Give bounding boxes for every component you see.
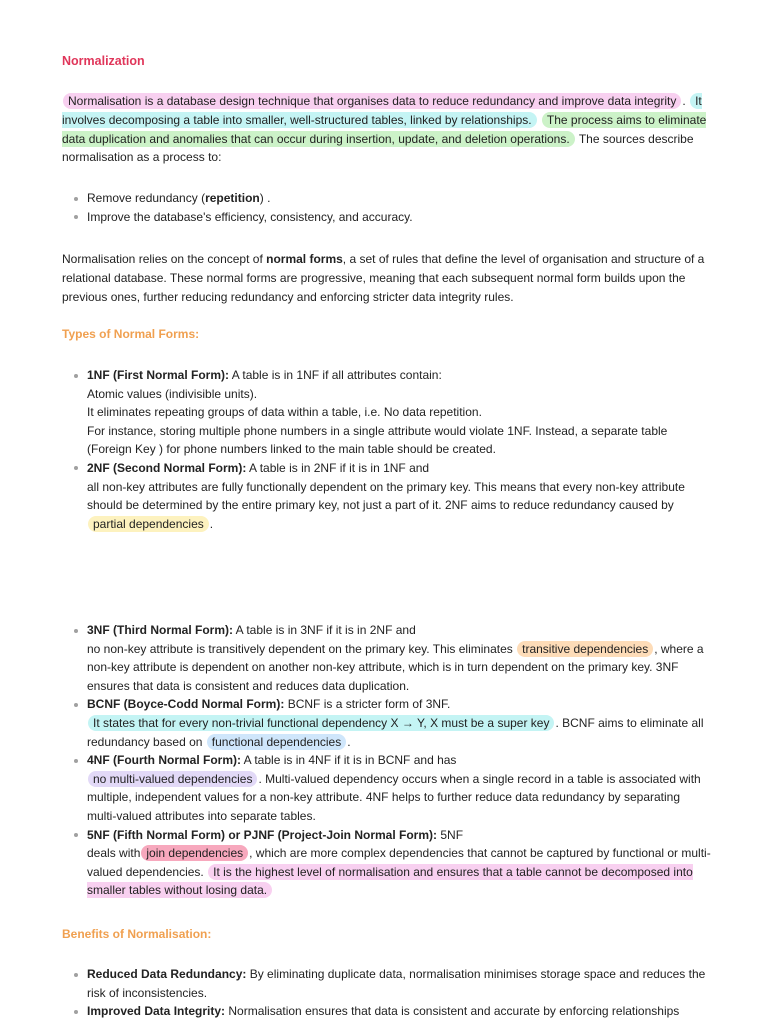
list-item-benefit: Reduced Data Redundancy: By eliminating duplicate data, normalisation minimises storage space and reduces the risk of inconsistencies.	[62, 965, 712, 1002]
highlight-multi-valued: no multi-valued dependencies	[88, 771, 257, 787]
list-item-3nf: 3NF (Third Normal Form): A table is in 3NF if it is in 2NF and no non-key attribute is transitively dependent on the primary key. This eliminates transitive dependencies , where a non-key attribute is dependent on another non-key attribute, which is in turn dependent on the primary key. 3NF ensures that data is consistent and reduces data duplication.	[62, 621, 712, 695]
list-item-4nf: 4NF (Fourth Normal Form): A table is in 4NF if it is in BCNF and has no multi-valued dependencies . Multi-valued dependency occurs when a single record in a table is associated with multiple, independent values for a non-key attribute. 4NF helps to further reduce data redundancy by separating multi-valued attributes into separate tables.	[62, 751, 712, 825]
normal-forms-paragraph: Normalisation relies on the concept of normal forms, a set of rules that define the level of organisation and structure of a relational database. These normal forms are progressive, meaning that each subsequent normal form builds upon the previous ones, further reducing redundancy and enforcing stricter data integrity rules.	[62, 252, 705, 304]
types-heading: Types of Normal Forms:	[62, 327, 200, 341]
intro-sources-text: The sources describe normalisation as a process to:	[62, 131, 694, 165]
list-item: Remove redundancy (repetition) .	[62, 189, 712, 208]
list-item-5nf: 5NF (Fifth Normal Form) or PJNF (Project-Join Normal Form): 5NF deals with join dependencies , which are more complex dependencies that cannot be captured by functional or multi-valued dependencies. It is the highest level of normalisation and ensures that a table cannot be decomposed into smaller tables without losing data.	[62, 826, 712, 900]
benefits-heading: Benefits of Normalisation:	[62, 927, 212, 941]
benefits-list	[62, 965, 712, 1021]
highlight-transitive-dependencies: transitive dependencies	[517, 641, 653, 657]
list-item-1nf: 1NF (First Normal Form): A table is in 1NF if all attributes contain: Atomic values (indivisible units). It eliminates repeating groups of data within a table, i.e. No data repetition. For instance, storing multiple phone numbers in a single attribute would violate 1NF. Instead, a separate table (Foreign Key ) for phone numbers linked to the main table should be created.	[62, 366, 712, 459]
nf-list-1	[62, 366, 712, 533]
intro-period: .	[682, 94, 686, 108]
nf-list-2	[62, 621, 712, 900]
page-title: Normalization	[62, 54, 145, 68]
list-item-2nf: 2NF (Second Normal Form): A table is in 2NF if it is in 1NF and all non-key attributes are fully functionally dependent on the primary key. This means that every non-key attribute should be determined by the entire primary key, not just a part of it. 2NF aims to reduce redundancy caused by partial dependencies .	[62, 459, 712, 533]
highlight-highest-level: It is the highest level of normalisation and ensures that a table cannot be decomposed into smaller tables without losing data.	[87, 864, 693, 898]
intro-paragraph	[62, 92, 712, 167]
list-item-benefit: Improved Data Integrity: Normalisation ensures that data is consistent and accurate by enforcing relationships	[62, 1002, 712, 1021]
highlight-super-key: It states that for every non-trivial functional dependency X → Y, X must be a super key	[88, 715, 554, 731]
list-item: Improve the database's efficiency, consistency, and accuracy.	[62, 208, 712, 227]
highlight-partial-dependencies: partial dependencies	[88, 516, 209, 532]
highlight-join-dependencies: join dependencies	[141, 845, 248, 861]
list-item-bcnf: BCNF (Boyce-Codd Normal Form): BCNF is a stricter form of 3NF. It states that for every non-trivial functional dependency X → Y, X must be a super key . BCNF aims to eliminate all redundancy based on functional dependencies .	[62, 695, 712, 751]
highlight-definition: Normalisation is a database design technique that organises data to reduce redundancy and improve data integrity	[63, 93, 681, 109]
highlight-aims: The process aims to eliminate data duplication and anomalies that can occur during insertion, update, and deletion operations.	[62, 112, 707, 146]
highlight-functional-dependencies: functional dependencies	[207, 734, 346, 750]
highlight-decomposing: It involves decomposing a table into smaller, well-structured tables, linked by relationships.	[62, 94, 702, 127]
purpose-list	[62, 189, 712, 226]
